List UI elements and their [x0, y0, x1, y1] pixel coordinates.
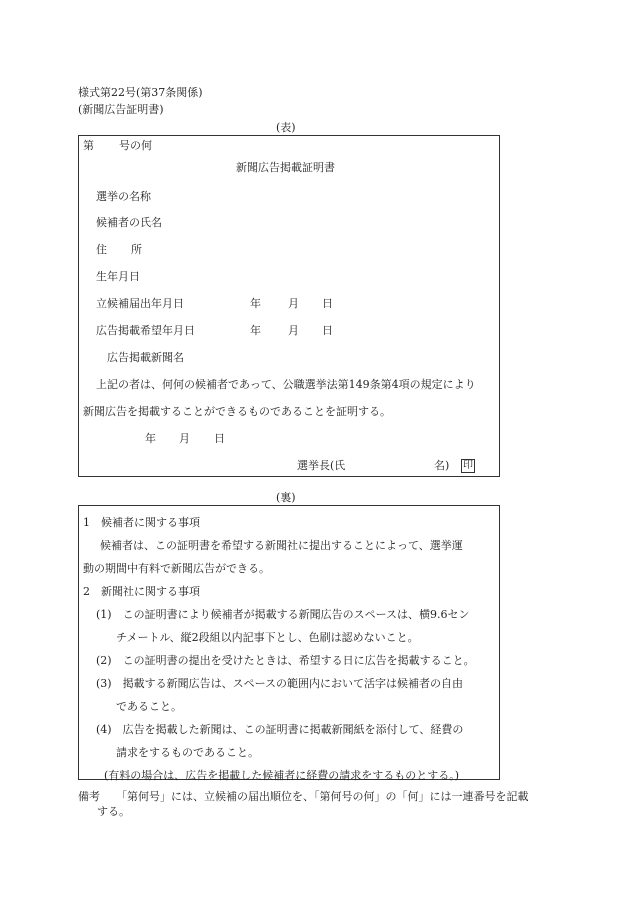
address-label-part1: 住 — [96, 243, 107, 256]
front-side-label: (表) — [276, 121, 296, 134]
document-type: (新聞広告証明書) — [78, 103, 164, 116]
ad-month-unit: 月 — [288, 324, 299, 337]
back-line: 請求をするものであること。 — [116, 746, 259, 759]
certificate-title: 新聞広告掲載証明書 — [236, 161, 335, 174]
issue-day-unit: 日 — [214, 432, 225, 445]
back-line: チメートル、縦2段組以内記事下とし、色刷は認めないこと。 — [116, 631, 419, 644]
back-line: (2) この証明書の提出を受けたときは、希望する日に広告を掲載すること。 — [96, 654, 475, 667]
back-line: (4) 広告を掲載した新聞は、この証明書に掲載新聞紙を添付して、経費の — [96, 723, 464, 736]
issue-year-unit: 年 — [145, 432, 156, 445]
statement-line-2: 新聞広告を掲載することができるものであることを証明する。 — [83, 405, 391, 418]
candidate-name-label: 候補者の氏名 — [96, 216, 162, 229]
issue-month-unit: 月 — [179, 432, 190, 445]
signature-name-open: 選挙長(氏 — [297, 459, 346, 472]
birth-date-label: 生年月日 — [96, 270, 140, 283]
statement-line-1: 上記の者は、何何の候補者であって、公職選挙法第149条第4項の規定により — [96, 378, 476, 391]
remarks-label: 備考 — [78, 790, 100, 803]
back-side-label: (裏) — [276, 491, 296, 504]
back-line: (1) この証明書により候補者が掲載する新聞広告のスペースは、横9.6セン — [96, 608, 470, 621]
back-line: 1 候補者に関する事項 — [83, 516, 200, 529]
back-line: (3) 掲載する新聞広告は、スペースの範囲内において活字は候補者の自由 — [96, 677, 464, 690]
filing-day-unit: 日 — [322, 297, 333, 310]
ad-day-unit: 日 — [322, 324, 333, 337]
filing-month-unit: 月 — [288, 297, 299, 310]
back-line: であること。 — [116, 700, 182, 713]
reference-prefix: 第 — [83, 139, 94, 152]
signature-name-close: 名) — [434, 459, 450, 472]
reference-number: 号の何 — [119, 139, 152, 152]
ad-year-unit: 年 — [250, 324, 261, 337]
back-line: (有料の場合は、広告を掲載した候補者に経費の請求をするものとする。) — [104, 769, 460, 782]
address-label-part2: 所 — [131, 243, 142, 256]
remarks-text-line-2: する。 — [97, 805, 130, 818]
election-name-label: 選挙の名称 — [96, 190, 151, 203]
filing-year-unit: 年 — [250, 297, 261, 310]
remarks-text-line-1: 「第何号」には、立候補の届出順位を、「第何号の何」の「何」には一連番号を記載 — [116, 790, 529, 803]
back-line: 2 新聞社に関する事項 — [83, 585, 200, 598]
back-line: 候補者は、この証明書を希望する新聞社に提出することによって、選挙運 — [100, 539, 463, 552]
newspaper-label: 広告掲載新聞名 — [107, 351, 184, 364]
form-number: 様式第22号(第37条関係) — [78, 86, 203, 99]
ad-date-label: 広告掲載希望年月日 — [96, 324, 195, 337]
seal-stamp: 印 — [463, 460, 473, 471]
back-line: 動の期間中有料で新聞広告ができる。 — [83, 562, 270, 575]
filing-date-label: 立候補届出年月日 — [96, 297, 184, 310]
